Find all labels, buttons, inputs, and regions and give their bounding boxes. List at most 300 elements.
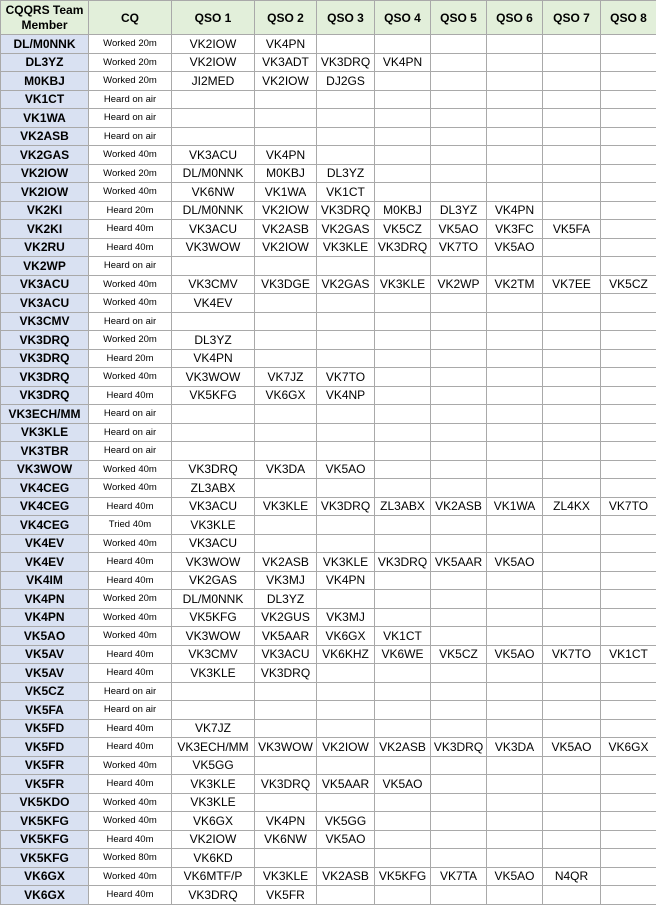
table-row	[1, 608, 656, 627]
qso-cell	[601, 183, 656, 202]
qso-cell	[172, 127, 255, 146]
qso-cell: VK5AO	[487, 553, 543, 572]
qso-cell: VK3DRQ	[375, 553, 431, 572]
qso-cell: VK3KLE	[172, 793, 255, 812]
qso-cell	[431, 886, 487, 905]
qso-cell	[375, 516, 431, 535]
header-qso-5: QSO 5	[431, 1, 487, 35]
qso-cell: VK5KFG	[172, 608, 255, 627]
qso-cell: VK6MTF/P	[172, 867, 255, 886]
qso-cell	[375, 423, 431, 442]
qso-cell	[375, 368, 431, 387]
qso-cell	[375, 109, 431, 128]
qso-cell	[317, 312, 375, 331]
table-row	[1, 867, 656, 886]
qso-cell: VK3MJ	[255, 571, 317, 590]
cq-cell: Worked 40m	[89, 867, 172, 886]
qso-cell	[172, 405, 255, 424]
table-row	[1, 775, 656, 794]
qso-cell	[431, 90, 487, 109]
qso-cell	[543, 294, 601, 313]
qso-cell	[317, 886, 375, 905]
qso-cell	[317, 479, 375, 498]
table-row	[1, 331, 656, 350]
qso-cell	[601, 368, 656, 387]
qso-cell	[601, 146, 656, 165]
qso-cell	[431, 53, 487, 72]
cq-cell: Heard 40m	[89, 719, 172, 738]
qso-cell: VK2IOW	[255, 201, 317, 220]
qso-cell: VK5FA	[543, 220, 601, 239]
qso-cell	[255, 701, 317, 720]
qso-cell	[375, 405, 431, 424]
qso-cell	[317, 294, 375, 313]
qso-cell	[601, 405, 656, 424]
qso-cell	[317, 127, 375, 146]
qso-cell	[172, 90, 255, 109]
cq-cell: Heard on air	[89, 257, 172, 276]
qso-cell: VK6NW	[172, 183, 255, 202]
qso-cell	[375, 312, 431, 331]
qso-cell: VK7JZ	[255, 368, 317, 387]
qso-cell	[431, 423, 487, 442]
member-cell: VK1CT	[1, 90, 89, 109]
qso-cell: VK5AO	[487, 645, 543, 664]
qso-cell	[317, 90, 375, 109]
member-cell: VK3DRQ	[1, 349, 89, 368]
qso-cell	[431, 793, 487, 812]
table-row	[1, 109, 656, 128]
qso-cell	[317, 257, 375, 276]
member-cell: VK5FA	[1, 701, 89, 720]
cq-cell: Worked 40m	[89, 368, 172, 387]
qso-cell	[487, 793, 543, 812]
qso-cell: VK3KLE	[172, 775, 255, 794]
qso-cell: DL3YZ	[431, 201, 487, 220]
qso-cell: VK1WA	[255, 183, 317, 202]
qso-cell	[543, 812, 601, 831]
member-cell: VK3DRQ	[1, 386, 89, 405]
qso-cell	[255, 682, 317, 701]
qso-cell	[601, 257, 656, 276]
qso-cell: VK2ASB	[255, 220, 317, 239]
qso-cell	[431, 442, 487, 461]
table-row	[1, 201, 656, 220]
qso-cell: VK3DRQ	[172, 886, 255, 905]
table-row	[1, 294, 656, 313]
member-cell: DL3YZ	[1, 53, 89, 72]
qso-cell	[487, 35, 543, 54]
qso-cell	[317, 534, 375, 553]
qso-cell	[375, 90, 431, 109]
qso-cell: VK3CMV	[172, 645, 255, 664]
qso-cell: VK3DRQ	[172, 460, 255, 479]
qso-cell	[601, 516, 656, 535]
cq-cell: Worked 20m	[89, 331, 172, 350]
cq-cell: Worked 20m	[89, 72, 172, 91]
qso-cell	[601, 127, 656, 146]
qso-cell	[317, 405, 375, 424]
qso-cell	[172, 682, 255, 701]
qso-cell	[487, 349, 543, 368]
qso-cell	[317, 146, 375, 165]
qso-cell	[431, 164, 487, 183]
qso-cell	[255, 479, 317, 498]
qso-cell	[375, 257, 431, 276]
table-row	[1, 183, 656, 202]
qso-cell: JI2MED	[172, 72, 255, 91]
qso-cell	[255, 331, 317, 350]
cq-cell: Heard 40m	[89, 571, 172, 590]
qso-cell	[487, 627, 543, 646]
qso-cell: VK2GAS	[317, 275, 375, 294]
qso-cell: VK5AAR	[317, 775, 375, 794]
qso-cell	[487, 312, 543, 331]
cq-cell: Heard 40m	[89, 886, 172, 905]
qso-cell	[431, 682, 487, 701]
qso-cell	[487, 516, 543, 535]
qso-cell	[487, 534, 543, 553]
table-row	[1, 349, 656, 368]
qso-cell	[543, 830, 601, 849]
qso-cell: VK6NW	[255, 830, 317, 849]
qso-cell	[431, 312, 487, 331]
qso-cell	[487, 849, 543, 868]
qso-cell	[487, 257, 543, 276]
qso-cell: VK3KLE	[255, 867, 317, 886]
qso-cell	[375, 146, 431, 165]
member-cell: VK1WA	[1, 109, 89, 128]
qso-cell	[317, 331, 375, 350]
qso-cell	[431, 368, 487, 387]
qso-cell	[543, 183, 601, 202]
qso-cell	[601, 793, 656, 812]
qso-cell	[543, 405, 601, 424]
qso-cell	[431, 405, 487, 424]
qso-cell	[317, 109, 375, 128]
member-cell: VK6GX	[1, 867, 89, 886]
member-cell: VK3WOW	[1, 460, 89, 479]
qso-cell	[601, 349, 656, 368]
cq-cell: Heard 40m	[89, 553, 172, 572]
qso-cell	[317, 516, 375, 535]
qso-cell: VK3ACU	[172, 534, 255, 553]
cq-cell: Heard 40m	[89, 238, 172, 257]
qso-cell: VK5GG	[317, 812, 375, 831]
qso-cell	[543, 775, 601, 794]
member-cell: VK2GAS	[1, 146, 89, 165]
qso-cell	[431, 127, 487, 146]
member-cell: VK3DRQ	[1, 331, 89, 350]
table-row	[1, 146, 656, 165]
cq-cell: Worked 40m	[89, 294, 172, 313]
table-row	[1, 793, 656, 812]
qso-cell	[487, 756, 543, 775]
qso-cell	[487, 664, 543, 683]
qso-cell	[255, 312, 317, 331]
qso-cell: VK3DRQ	[375, 238, 431, 257]
qso-cell: VK3WOW	[172, 368, 255, 387]
qso-cell	[543, 238, 601, 257]
qso-cell: VK6KD	[172, 849, 255, 868]
qso-cell: VK3CMV	[172, 275, 255, 294]
cq-cell: Heard 40m	[89, 386, 172, 405]
qso-cell	[543, 90, 601, 109]
qso-cell: DJ2GS	[317, 72, 375, 91]
qso-cell	[487, 53, 543, 72]
qso-cell: VK5AO	[317, 460, 375, 479]
cq-cell: Tried 40m	[89, 516, 172, 535]
qso-cell	[543, 146, 601, 165]
cq-cell: Heard on air	[89, 90, 172, 109]
qso-cell	[601, 812, 656, 831]
qso-cell	[487, 590, 543, 609]
qso-cell	[487, 423, 543, 442]
cq-cell: Heard on air	[89, 442, 172, 461]
cq-cell: Worked 40m	[89, 275, 172, 294]
cq-cell: Heard on air	[89, 109, 172, 128]
table-row	[1, 627, 656, 646]
qso-cell	[487, 386, 543, 405]
qso-cell: VK3WOW	[255, 738, 317, 757]
table-row	[1, 479, 656, 498]
qso-cell	[172, 701, 255, 720]
qso-cell	[375, 701, 431, 720]
qso-cell: VK5AO	[543, 738, 601, 757]
qso-cell	[543, 608, 601, 627]
member-cell: VK5KFG	[1, 830, 89, 849]
qso-cell	[317, 793, 375, 812]
qso-cell: VK7TO	[431, 238, 487, 257]
qso-cell	[255, 516, 317, 535]
qso-cell	[487, 183, 543, 202]
qso-cell: VK5AO	[431, 220, 487, 239]
qso-cell	[255, 294, 317, 313]
member-cell: VK5FD	[1, 738, 89, 757]
qso-cell: VK2WP	[431, 275, 487, 294]
qso-cell	[487, 571, 543, 590]
qso-cell: VK5GG	[172, 756, 255, 775]
qso-cell: VK1CT	[317, 183, 375, 202]
qso-cell	[255, 756, 317, 775]
qso-cell	[317, 590, 375, 609]
qso-cell: VK6GX	[255, 386, 317, 405]
cq-cell: Worked 40m	[89, 627, 172, 646]
qso-cell: VK3KLE	[172, 516, 255, 535]
member-cell: VK3CMV	[1, 312, 89, 331]
member-cell: VK2RU	[1, 238, 89, 257]
qso-cell	[601, 534, 656, 553]
table-row	[1, 534, 656, 553]
qso-cell	[601, 886, 656, 905]
qso-cell: M0KBJ	[255, 164, 317, 183]
member-cell: VK4IM	[1, 571, 89, 590]
qso-cell	[375, 35, 431, 54]
table-row	[1, 238, 656, 257]
qso-cell	[431, 701, 487, 720]
qso-cell	[255, 442, 317, 461]
qso-cell	[375, 849, 431, 868]
qso-cell	[601, 331, 656, 350]
qso-cell: VK3MJ	[317, 608, 375, 627]
qso-cell: VK3DGE	[255, 275, 317, 294]
qso-cell	[375, 164, 431, 183]
qso-cell	[431, 756, 487, 775]
cq-cell: Worked 40m	[89, 608, 172, 627]
cq-cell: Worked 20m	[89, 164, 172, 183]
qso-cell	[255, 793, 317, 812]
qso-cell	[431, 35, 487, 54]
qso-cell	[375, 682, 431, 701]
cq-cell: Heard on air	[89, 682, 172, 701]
qso-cell	[487, 109, 543, 128]
qso-cell: VK3DRQ	[317, 497, 375, 516]
qso-cell: VK3WOW	[172, 553, 255, 572]
qso-cell	[487, 90, 543, 109]
qso-cell: ZL4KX	[543, 497, 601, 516]
table-row	[1, 35, 656, 54]
table-row	[1, 756, 656, 775]
qso-cell: VK5FR	[255, 886, 317, 905]
qso-cell	[431, 386, 487, 405]
qso-cell: VK4EV	[172, 294, 255, 313]
qso-cell	[543, 571, 601, 590]
header-member: CQQRS Team Member	[1, 1, 89, 35]
qso-cell: M0KBJ	[375, 201, 431, 220]
table-row	[1, 164, 656, 183]
member-cell: VK5AV	[1, 645, 89, 664]
qso-cell	[172, 423, 255, 442]
qso-cell	[543, 72, 601, 91]
table-row	[1, 590, 656, 609]
qso-cell	[317, 701, 375, 720]
qso-cell	[601, 775, 656, 794]
header-row	[1, 1, 656, 35]
qso-cell	[601, 386, 656, 405]
table-row	[1, 849, 656, 868]
qso-cell	[601, 682, 656, 701]
qso-cell	[375, 127, 431, 146]
qso-cell	[543, 201, 601, 220]
qso-cell	[375, 793, 431, 812]
member-cell: VK5KFG	[1, 849, 89, 868]
qso-cell: VK3DA	[255, 460, 317, 479]
qso-cell	[375, 442, 431, 461]
qso-cell	[487, 127, 543, 146]
qso-cell: VK6GX	[172, 812, 255, 831]
qso-cell: VK7TA	[431, 867, 487, 886]
qso-cell	[375, 331, 431, 350]
qso-cell	[601, 590, 656, 609]
header-cq: CQ	[89, 1, 172, 35]
qso-cell	[543, 886, 601, 905]
cq-cell: Heard 40m	[89, 738, 172, 757]
qso-cell	[487, 719, 543, 738]
qso-cell: VK1CT	[375, 627, 431, 646]
qso-cell: VK2IOW	[255, 238, 317, 257]
qso-cell	[601, 756, 656, 775]
qso-cell: VK5AO	[487, 867, 543, 886]
qso-cell	[255, 719, 317, 738]
qso-cell	[172, 442, 255, 461]
qso-cell: DL/M0NNK	[172, 590, 255, 609]
cq-cell: Worked 20m	[89, 590, 172, 609]
qso-cell	[317, 849, 375, 868]
header-qso-1: QSO 1	[172, 1, 255, 35]
qso-cell: VK3ADT	[255, 53, 317, 72]
member-cell: VK2KI	[1, 201, 89, 220]
cq-cell: Heard on air	[89, 423, 172, 442]
qso-cell	[431, 571, 487, 590]
qso-cell: VK5CZ	[375, 220, 431, 239]
qso-cell	[375, 460, 431, 479]
member-cell: VK5FD	[1, 719, 89, 738]
qso-cell	[172, 257, 255, 276]
member-cell: VK3ECH/MM	[1, 405, 89, 424]
qso-cell	[601, 238, 656, 257]
qso-cell: VK4PN	[375, 53, 431, 72]
member-cell: VK4PN	[1, 590, 89, 609]
qso-cell	[375, 183, 431, 202]
qso-cell: VK5CZ	[601, 275, 656, 294]
qso-cell	[375, 590, 431, 609]
cq-cell: Worked 40m	[89, 812, 172, 831]
member-cell: VK4PN	[1, 608, 89, 627]
qso-cell: VK3FC	[487, 220, 543, 239]
qso-cell	[601, 460, 656, 479]
cq-cell: Heard 40m	[89, 775, 172, 794]
qso-cell	[543, 460, 601, 479]
cq-cell: Worked 40m	[89, 534, 172, 553]
member-cell: VK2IOW	[1, 183, 89, 202]
cq-cell: Worked 80m	[89, 849, 172, 868]
cq-cell: Heard 40m	[89, 220, 172, 239]
qso-cell	[375, 294, 431, 313]
qso-cell	[375, 386, 431, 405]
qso-cell	[601, 719, 656, 738]
qso-cell	[543, 664, 601, 683]
qso-cell	[601, 867, 656, 886]
table-row	[1, 312, 656, 331]
qso-cell	[601, 479, 656, 498]
qso-cell	[543, 682, 601, 701]
qso-cell	[543, 442, 601, 461]
qso-cell	[487, 72, 543, 91]
qso-cell: VK2IOW	[172, 53, 255, 72]
qso-cell: VK2GAS	[172, 571, 255, 590]
table-row	[1, 682, 656, 701]
table-row	[1, 442, 656, 461]
qso-cell: VK4PN	[487, 201, 543, 220]
qso-cell: VK7TO	[317, 368, 375, 387]
cq-cell: Worked 40m	[89, 479, 172, 498]
qso-cell: DL3YZ	[172, 331, 255, 350]
qso-cell	[431, 146, 487, 165]
table-row	[1, 719, 656, 738]
qso-cell	[317, 442, 375, 461]
qso-cell: VK6KHZ	[317, 645, 375, 664]
cq-cell: Heard 20m	[89, 201, 172, 220]
table-row	[1, 886, 656, 905]
qso-cell	[487, 608, 543, 627]
qso-cell: ZL3ABX	[172, 479, 255, 498]
qso-cell	[543, 756, 601, 775]
header-qso-8: QSO 8	[601, 1, 656, 35]
table-row	[1, 738, 656, 757]
qso-cell	[487, 368, 543, 387]
qso-cell	[601, 849, 656, 868]
qso-cell: VK3DRQ	[431, 738, 487, 757]
